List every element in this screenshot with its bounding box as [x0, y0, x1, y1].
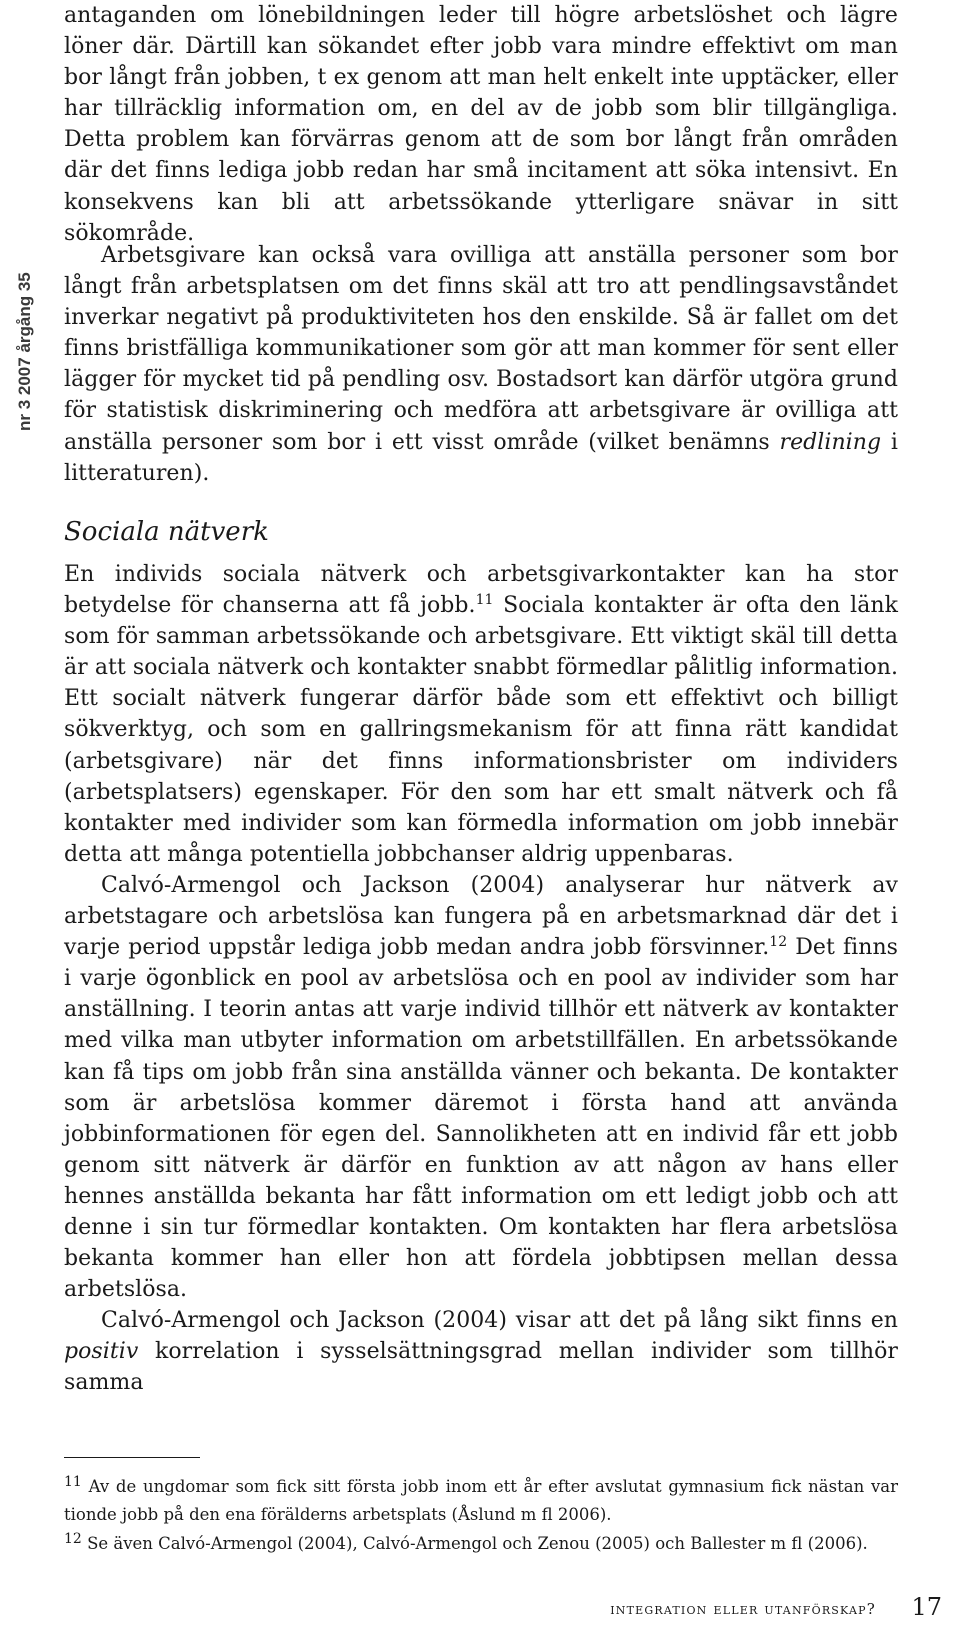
- footnote-text: Se även Calvó-Armengol (2004), Calvó-Armengol och Zenou (2005) och Ballester m fl (2006).: [81, 1533, 868, 1553]
- paragraph-text-part: En individs sociala nätverk och arbetsgivarkontakter kan ha stor betydelse för chanserna att få jobb.: [64, 562, 898, 619]
- section-body: [64, 559, 898, 1399]
- paragraph-text-part: Det finns i varje ögonblick en pool av arbetslösa och en pool av individer som har anställning. I teorin antas att varje individ tillhör ett nätverk av kontakter med vilka man utbyter information om arbetstillfällen. En arbetssökande kan få tips om jobb från sina anställda vänner och bekanta. De kontakter som är arbetslösa kommer däremot i första hand att använda jobbinformationen för egen del. Sannolikheten att en individ får ett jobb genom sitt nätverk är därför en funktion av att någon av hans eller hennes anställda bekanta har fått information om ett ledigt jobb och att denne i sin tur förmedlar kontakten. Om kontakten har flera arbetslösa bekanta kommer han eller hon att fördela jobbtipsen mellan dessa arbetslösa.: [64, 935, 898, 1303]
- footnote-text: Av de ungdomar som fick sitt första jobb inom ett år efter avslutat gymnasium fick nästan var tionde jobb på den ena förälderns arbetsplats (Åslund m fl 2006).: [64, 1477, 898, 1525]
- footnotes: [64, 1473, 898, 1558]
- paragraph-correlation: [64, 1305, 898, 1398]
- footnote-divider: [64, 1457, 200, 1458]
- paragraph-social-networks: [64, 559, 898, 870]
- footnote: [64, 1473, 898, 1530]
- paragraph-text-part: Calvó-Armengol och Jackson (2004) analyserar hur nätverk av arbetstagare och arbetslösa kan fungera på en arbetsmarknad där det i varje period uppstår lediga jobb medan andra jobb försvinner.: [64, 872, 898, 961]
- paragraph-text: antaganden om lönebildningen leder till högre arbetslöshet och lägre löner där. Därtill kan sökandet efter jobb vara mindre effektivt om man bor långt från jobben, t ex genom att man helt enkelt inte upptäcker, eller har tillräcklig information om, en del av de jobb som blir tillgängliga. Detta problem kan förvärras genom att de som bor långt från områden där det finns lediga jobb redan har små incitament att söka intensivt. En konsekvens kan bli att arbetssökande ytterligare snävar in sitt sökområde.: [64, 3, 898, 246]
- journal-issue-label: nr 3 2007 årgång 35: [15, 272, 34, 432]
- paragraph-calvo-armengol-model: [64, 870, 898, 1305]
- footnote-ref[interactable]: 12: [769, 934, 788, 951]
- paragraph-text: [64, 240, 898, 489]
- paragraph-text-part: Sociala kontakter är ofta den länk som för samman arbetssökande och arbetsgivare. Ett viktigt skäl till detta är att sociala nätverk och kontakter snabbt förmedlar pålitlig information. Ett socialt nätverk fungerar därför både som ett effektivt och billigt sökverktyg, och som en gallringsmekanism för att finna rätt kandidat (arbetsgivare) när det finns informationsbrister om individers (arbetsplatsers) egenskaper. För den som har ett smalt nätverk och få kontakter med individer som kan förmedla information om jobb innebär detta att många potentiella jobbchanser aldrig uppenbaras.: [64, 593, 898, 867]
- paragraph-employers: [64, 240, 898, 489]
- paragraph-text-part: korrelation i sysselsättningsgrad mellan individer som tillhör samma: [64, 1339, 898, 1396]
- section-heading: Sociala nätverk: [64, 517, 269, 547]
- page-number: 17: [911, 1593, 942, 1621]
- footnote-number: 11: [64, 1474, 82, 1490]
- paragraph-continued: [64, 0, 898, 249]
- footnote-number: 12: [64, 1530, 82, 1547]
- running-footer: integration eller utanförskap?: [610, 1600, 876, 1618]
- italic-term: positiv: [64, 1339, 139, 1365]
- paragraph-text-part: i litteraturen).: [64, 429, 898, 486]
- paragraph-text-part: Calvó-Armengol och Jackson (2004) visar att det på lång sikt finns en: [101, 1308, 898, 1334]
- footnote: [64, 1530, 898, 1558]
- footnote-ref[interactable]: 11: [475, 592, 494, 609]
- paragraph-text-part: Arbetsgivare kan också vara ovilliga att anställa personer som bor långt från arbetsplatsen om det finns skäl att tro att pendlingsavståndet inverkar negativt på produktiviteten hos den enskilde. Så är fallet om det finns bristfälliga kommunikationer som gör att man kommer för sent eller lägger för mycket tid på pendling osv. Bostadsort kan därför utgöra grund för statistisk diskriminering och medföra att arbetsgivare är ovilliga att anställa personer som bor i ett visst område (vilket benämns: [64, 243, 898, 455]
- italic-term: redlining: [779, 429, 882, 455]
